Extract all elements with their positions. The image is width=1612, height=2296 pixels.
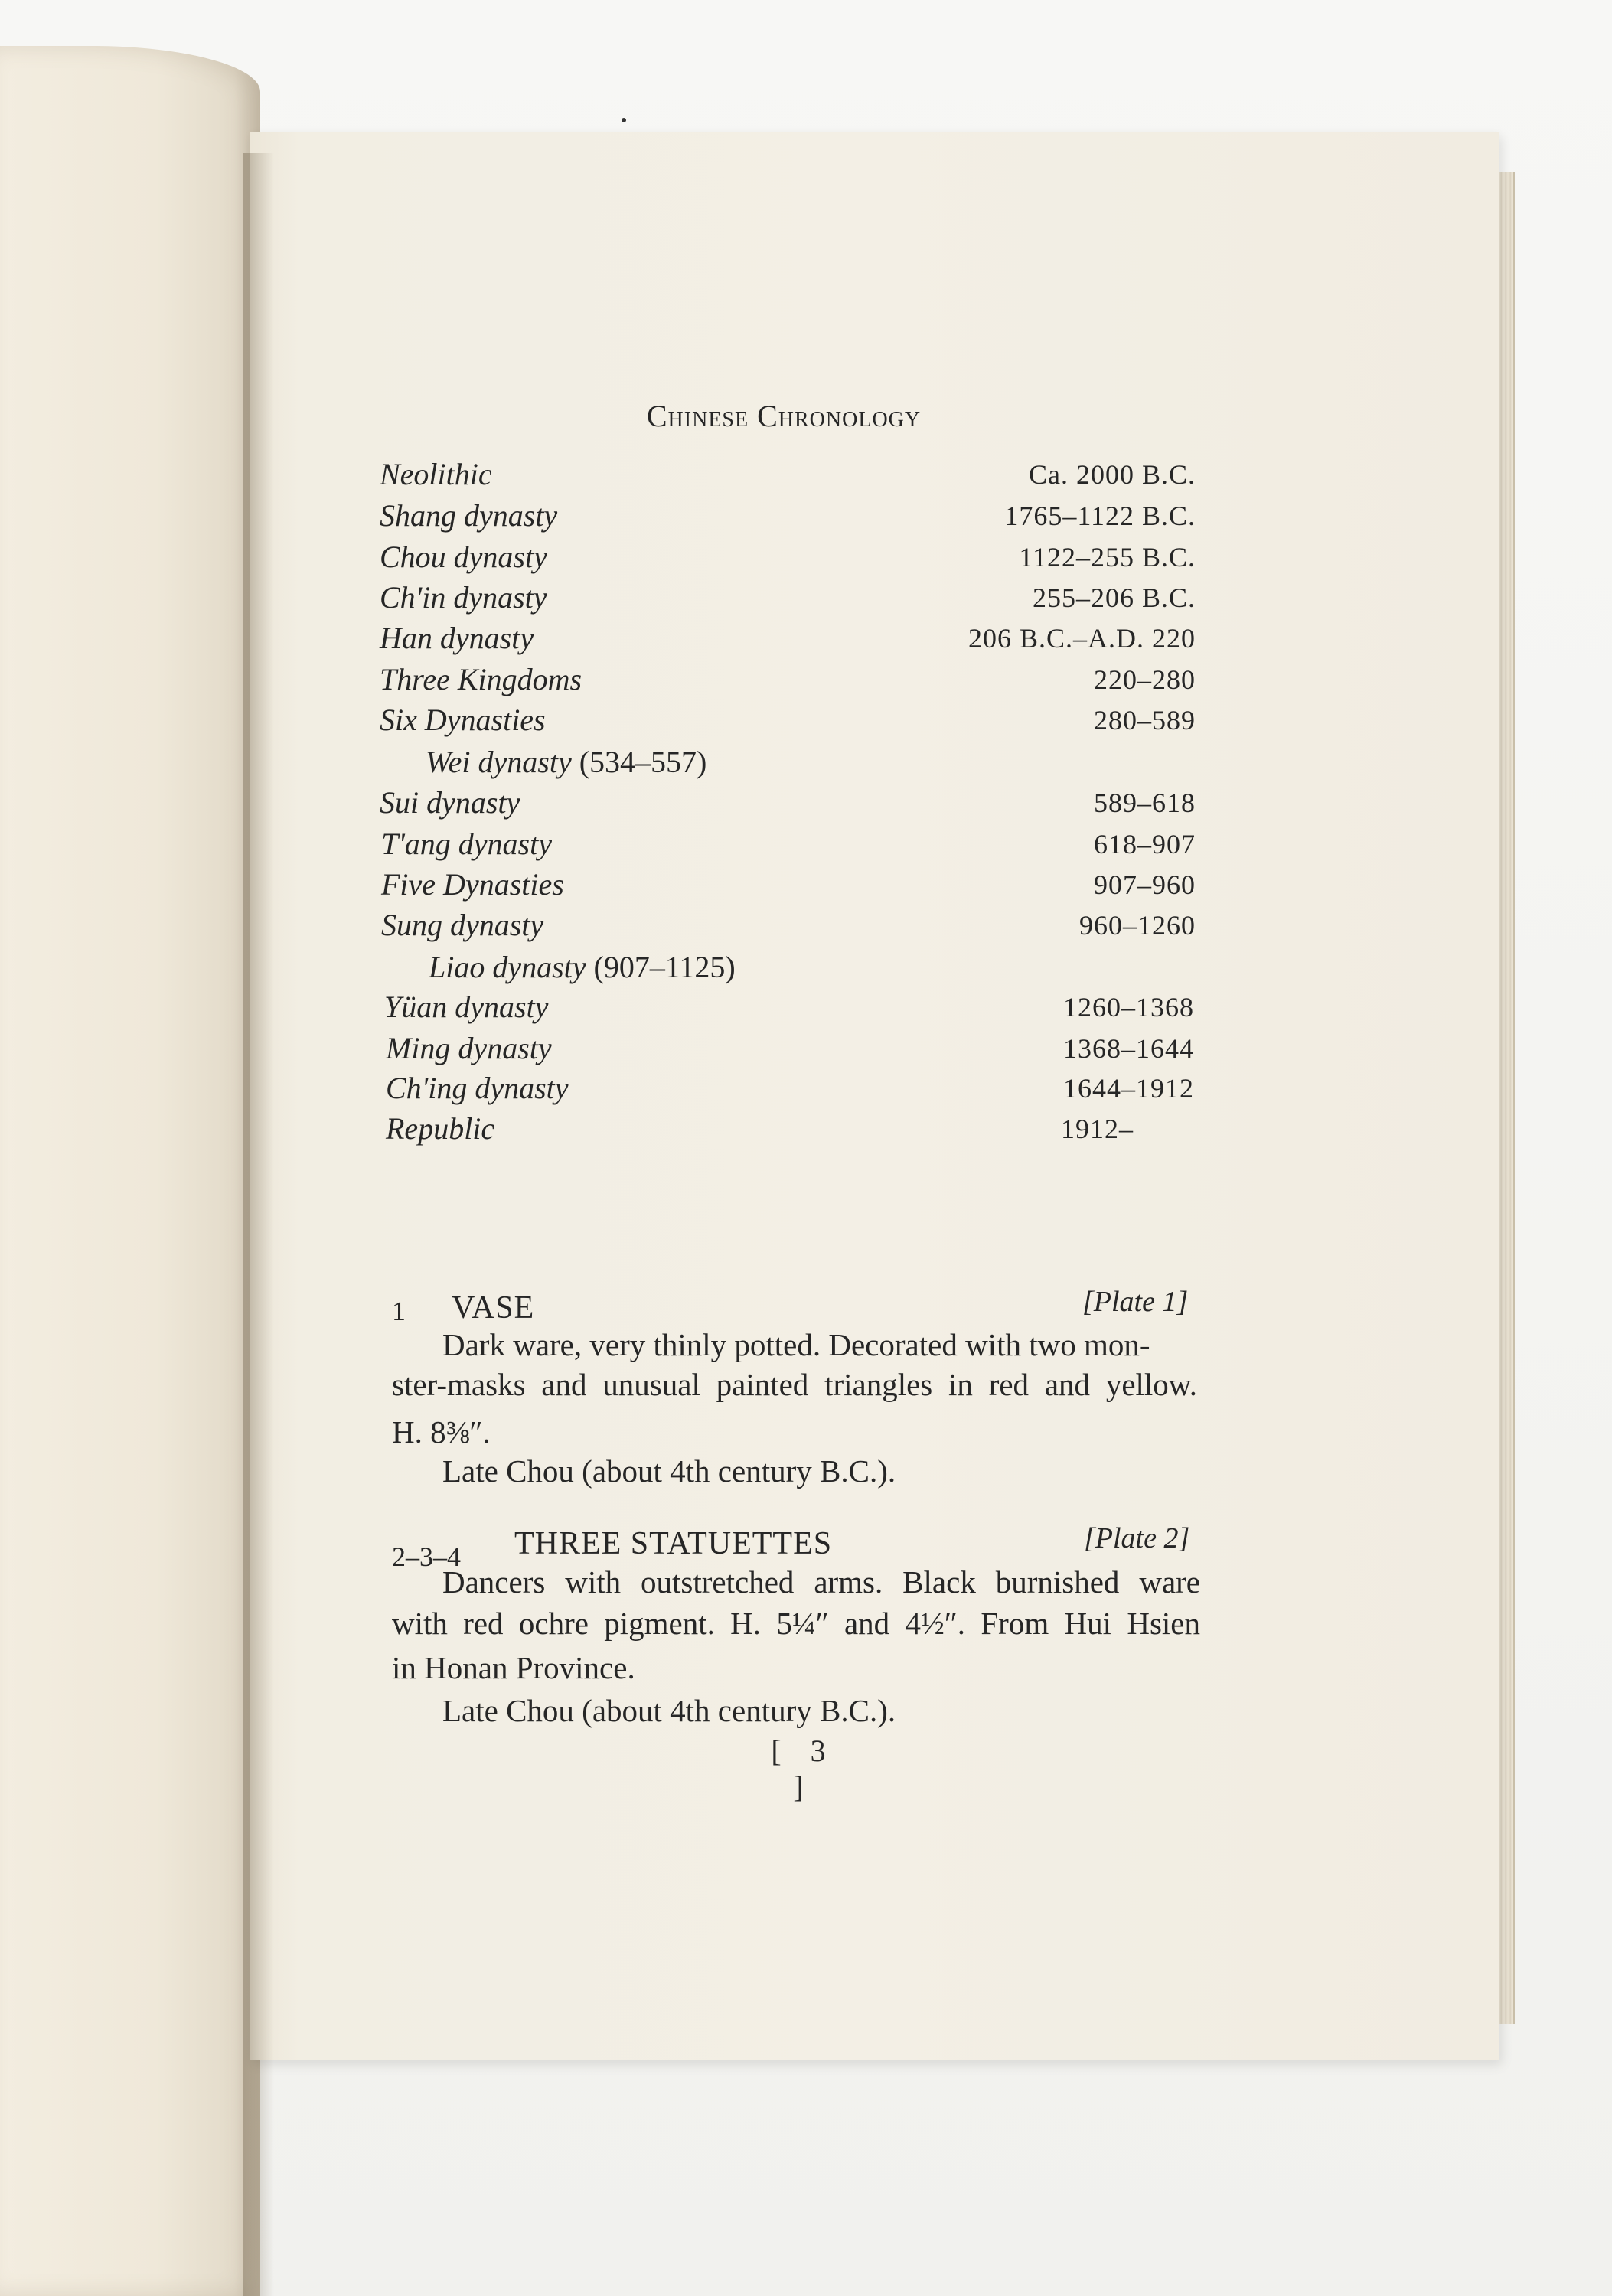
chronology-row: [380, 783, 1196, 823]
entry-text-line: H. 8⅜″.: [392, 1414, 491, 1450]
period-date: 960–1260: [1079, 910, 1196, 941]
entry-period: Late Chou (about 4th century B.C.).: [442, 1693, 896, 1728]
period-date: 1912–: [1061, 1114, 1134, 1144]
entry-text-line: ster-masks and unusual painted triangles in red and yellow.: [392, 1367, 1197, 1402]
chronology-row: [380, 660, 1196, 700]
page-heading: Chinese Chronology: [646, 399, 922, 433]
chronology-row: [386, 1068, 1194, 1108]
period-date: 589–618: [1094, 788, 1196, 818]
period-name: Neolithic: [380, 457, 492, 491]
period-date: 220–280: [1094, 664, 1196, 695]
chronology-row: [380, 537, 1196, 577]
period-name: Chou dynasty: [380, 540, 547, 574]
entry-text-line: Dark ware, very thinly potted. Decorated with two mon-: [442, 1327, 1150, 1362]
period-name: Three Kingdoms: [380, 662, 582, 696]
period-name: Shang dynasty: [380, 498, 558, 533]
period-name: Sung dynasty: [381, 908, 544, 942]
period-date: 206 B.C.–A.D. 220: [968, 623, 1196, 654]
sub-period-note: [429, 947, 736, 987]
period-date: 1260–1368: [1063, 992, 1194, 1022]
period-date: 1122–255 B.C.: [1019, 542, 1196, 572]
period-date: 255–206 B.C.: [1032, 582, 1196, 613]
chronology-row: [384, 987, 1194, 1027]
chronology-row: [386, 1109, 1194, 1149]
chronology-row: [380, 700, 1196, 740]
chronology-row: [380, 455, 1196, 494]
sub-period-name: Wei dynasty: [426, 745, 572, 779]
period-date: 280–589: [1094, 705, 1196, 735]
period-date: 1765–1122 B.C.: [1004, 501, 1196, 531]
chronology-row: [381, 905, 1196, 945]
period-name: Han dynasty: [380, 621, 534, 655]
period-name: Ch'ing dynasty: [386, 1071, 569, 1105]
period-date: Ca. 2000 B.C.: [1028, 459, 1196, 490]
entry-text-line: Dancers with outstretched arms. Black burnished ware: [442, 1564, 1200, 1600]
plate-reference: [Plate 2]: [1084, 1522, 1190, 1554]
chronology-row: [380, 618, 1196, 658]
entry-title: VASE: [452, 1290, 535, 1326]
entry-number: 2–3–4: [392, 1541, 461, 1572]
period-name: Sui dynasty: [380, 785, 520, 820]
period-date: 618–907: [1094, 829, 1196, 859]
sub-period-note: [426, 742, 706, 782]
period-date: 1644–1912: [1063, 1073, 1194, 1104]
period-name: Six Dynasties: [380, 703, 546, 737]
chronology-row: [386, 1029, 1194, 1068]
page-number: [ 3 ]: [771, 1733, 837, 1804]
chronology-row: [381, 865, 1196, 905]
chronology-row: [380, 496, 1196, 536]
entry-text-line: with red ochre pigment. H. 5¼″ and 4½″. From Hui Hsien: [392, 1606, 1200, 1641]
period-name: Republic: [386, 1111, 495, 1146]
period-name: Ming dynasty: [386, 1031, 552, 1065]
entry-period: Late Chou (about 4th century B.C.).: [442, 1453, 896, 1489]
period-name: Ch'in dynasty: [380, 580, 547, 615]
entry-title: THREE STATUETTES: [514, 1526, 833, 1561]
period-name: Five Dynasties: [381, 867, 564, 902]
sub-period-range: (907–1125): [593, 950, 736, 984]
period-date: 1368–1644: [1063, 1033, 1194, 1064]
plate-reference: [Plate 1]: [1082, 1286, 1189, 1318]
period-date: 907–960: [1094, 869, 1196, 900]
chronology-row: [381, 824, 1196, 864]
entry-text-line: in Honan Province.: [392, 1650, 635, 1685]
entry-number: 1: [392, 1296, 406, 1326]
sub-period-range: (534–557): [579, 745, 707, 779]
sub-period-name: Liao dynasty: [429, 950, 586, 984]
chronology-row: [380, 578, 1196, 618]
period-name: Yüan dynasty: [384, 990, 549, 1024]
period-name: T'ang dynasty: [381, 827, 552, 861]
